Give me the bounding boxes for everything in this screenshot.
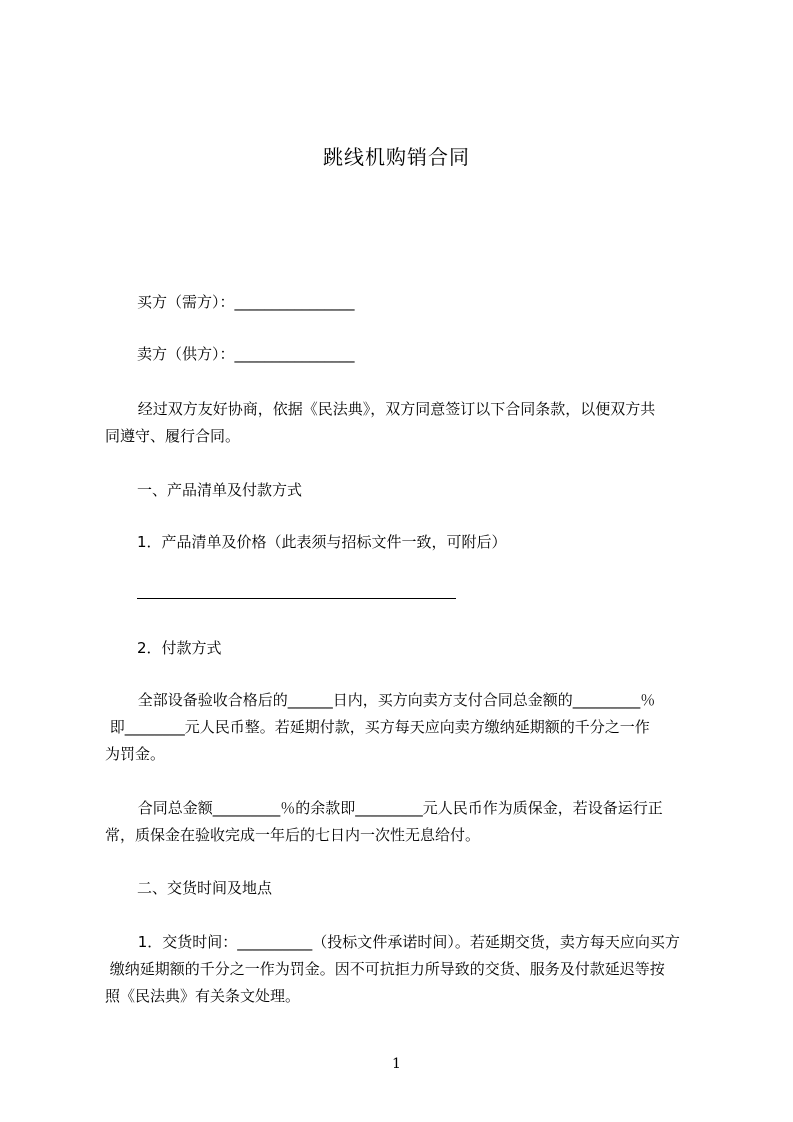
deposit-paragraph-line-1: 合同总金额_________％的余款即_________元人民币作为质保金，若设备运行正 — [133, 799, 663, 817]
section-2-heading: 二、交货时间及地点 — [137, 879, 273, 897]
section-1-heading: 一、产品清单及付款方式 — [137, 481, 303, 499]
delivery-paragraph-line-2: 缴纳延期额的千分之一作为罚金。因不可抗拒力所导致的交货、服务及付款延迟等按 — [105, 960, 665, 978]
buyer-line: 买方（需方）：________________ — [137, 293, 355, 311]
payment-paragraph-line-2: 即________元人民币整。若延期付款，买方每天应向卖方缴纳延期额的千分之一作 — [105, 718, 650, 736]
contract-title: 跳线机购销合同 — [323, 145, 470, 169]
page-number: 1 — [392, 1056, 401, 1072]
intro-paragraph-line-2: 同遵守、履行合同。 — [105, 427, 241, 445]
payment-paragraph-line-3: 为罚金。 — [105, 745, 166, 763]
item-2-payment-method: 2．付款方式 — [137, 639, 222, 657]
delivery-paragraph-line-3: 照《民法典》有关条文处理。 — [105, 987, 301, 1005]
item-1-product-list: 1．产品清单及价格（此表须与招标文件一致，可附后） — [137, 533, 507, 551]
intro-paragraph-line-1: 经过双方友好协商，依据《民法典》，双方同意签订以下合同条款，以便双方共 — [133, 400, 656, 418]
delivery-paragraph-line-1: 1．交货时间：__________（投标文件承诺时间）。若延期交货，卖方每天应向买方 — [133, 933, 680, 951]
seller-line: 卖方（供方）：________________ — [137, 345, 355, 363]
fill-in-rule — [137, 598, 456, 599]
payment-paragraph-line-1: 全部设备验收合格后的______日内，买方向卖方支付合同总金额的_________％ — [133, 691, 656, 709]
deposit-paragraph-line-2: 常，质保金在验收完成一年后的七日内一次性无息给付。 — [105, 826, 481, 844]
